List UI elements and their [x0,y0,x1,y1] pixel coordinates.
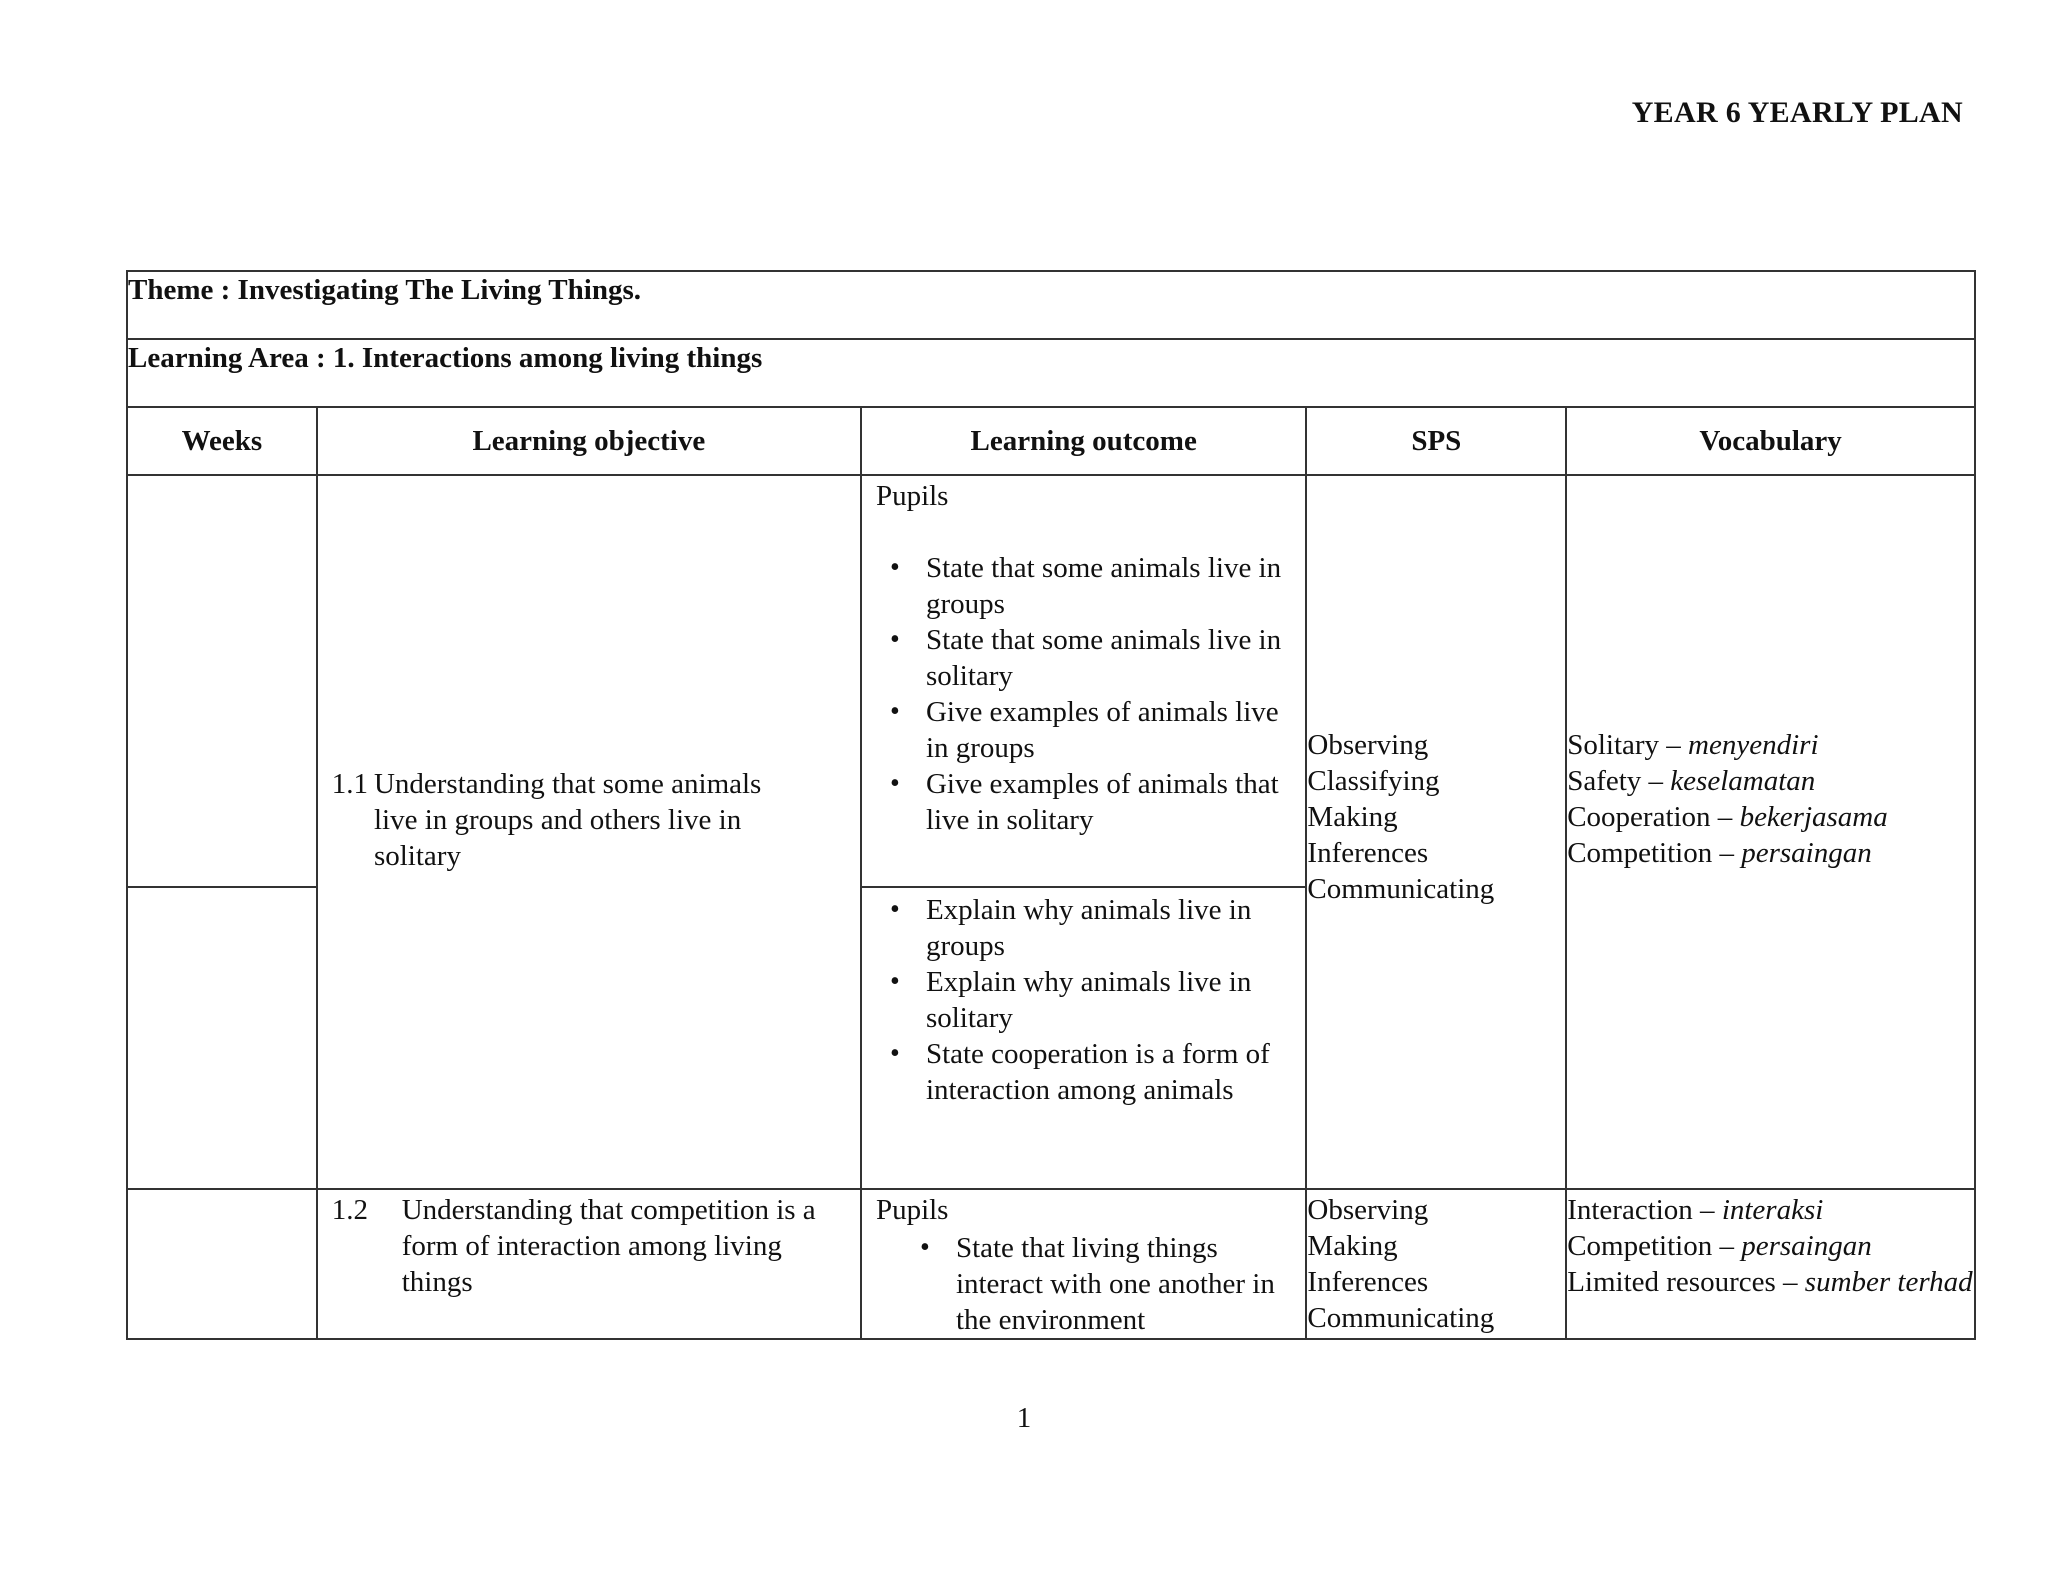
weeks-cell [127,887,317,1189]
list-item: • State that some animals live in groups [862,550,1305,622]
objective-text-content: Understanding that some animals live in groups and others live in solitary [373,768,762,872]
theme-row [127,271,1975,339]
objective-block [318,1190,860,1300]
sps-item: Communicating [1307,873,1495,905]
header-row [127,407,1975,475]
vocabulary-item [1567,727,1974,763]
sps-list [1307,727,1565,907]
vocab-english: Solitary – [1567,729,1689,761]
list-item: • State cooperation is a form of interaction among animals [862,1036,1305,1108]
vocab-malay: interaksi [1721,1194,1824,1226]
vocabulary-cell [1566,475,1975,1189]
sps-item: Observing [1307,729,1429,761]
vocabulary-item [1567,1228,1974,1264]
outcome-cell [861,887,1306,1189]
sps-item: Making [1307,1230,1398,1262]
objective-cell [317,1189,861,1339]
sps-item: Communicating [1307,1302,1495,1334]
document-title: YEAR 6 YEARLY PLAN [1631,96,1963,129]
outcome-cell [861,1189,1306,1339]
yearly-plan-table [126,270,1976,1340]
sps-item: Inferences [1307,837,1429,869]
weeks-cell [127,1189,317,1339]
list-item: • Give examples of animals that live in solitary [862,766,1305,838]
vocabulary-cell [1566,1189,1975,1339]
table-row [127,1189,1975,1339]
sps-item: Making [1307,801,1398,833]
vocab-malay: keselamatan [1670,765,1816,797]
outcome-intro: Pupils [875,1194,949,1226]
column-header-learning-outcome: Learning outcome [861,407,1306,475]
vocabulary-list [1567,1190,1974,1300]
vocab-malay: sumber terhad [1804,1266,1973,1298]
vocabulary-item [1567,799,1974,835]
page-number: 1 [1016,1402,1032,1434]
outcome-list [862,1230,1305,1338]
list-item: • State that living things interact with one another in the environment [862,1230,1305,1338]
objective-number: 1.2 [331,1194,368,1226]
column-header-weeks: Weeks [127,407,317,475]
vocabulary-item [1567,835,1974,871]
column-header-sps: SPS [1306,407,1566,475]
vocab-english: Safety – [1567,765,1671,797]
vocab-malay: menyendiri [1688,729,1819,761]
sps-cell [1306,475,1566,1189]
list-item: • Give examples of animals live in groups [862,694,1305,766]
outcome-list [862,892,1305,1108]
objective-text: Understanding that competition is a form of interaction among living things [401,1194,816,1298]
column-header-learning-objective: Learning objective [317,407,861,475]
table-row [127,475,1975,887]
learning-area-row [127,339,1975,407]
list-item: • State that some animals live in solitary [862,622,1305,694]
vocab-malay: persaingan [1741,837,1872,869]
vocabulary-item [1567,1192,1974,1228]
vocabulary-list [1567,727,1974,871]
vocab-english: Competition – [1567,837,1742,869]
vocabulary-item [1567,763,1974,799]
vocab-english: Cooperation – [1567,801,1740,833]
sps-item: Classifying [1307,765,1440,797]
weeks-cell [127,475,317,887]
column-header-vocabulary: Vocabulary [1566,407,1975,475]
theme-label: Theme : Investigating The Living Things. [127,271,1975,339]
list-item: • Explain why animals live in groups [862,892,1305,964]
vocabulary-item [1567,1264,1974,1300]
vocab-english: Competition – [1567,1230,1742,1262]
objective-cell [317,475,861,1189]
vocab-malay: persaingan [1741,1230,1872,1262]
outcome-list [862,550,1305,838]
vocab-malay: bekerjasama [1739,801,1888,833]
learning-area-label: Learning Area : 1. Interactions among living things [127,339,1975,407]
sps-list [1307,1190,1565,1336]
vocab-english: Interaction – [1567,1194,1722,1226]
sps-item: Inferences [1307,1266,1429,1298]
outcome-intro: Pupils [875,480,949,512]
list-item: • Explain why animals live in solitary [862,964,1305,1036]
outcome-cell [861,475,1306,887]
objective-text [368,766,804,874]
sps-item: Observing [1307,1194,1429,1226]
objective-number: 1.1 [331,768,368,800]
sps-cell [1306,1189,1566,1339]
vocab-english: Limited resources – [1567,1266,1805,1298]
